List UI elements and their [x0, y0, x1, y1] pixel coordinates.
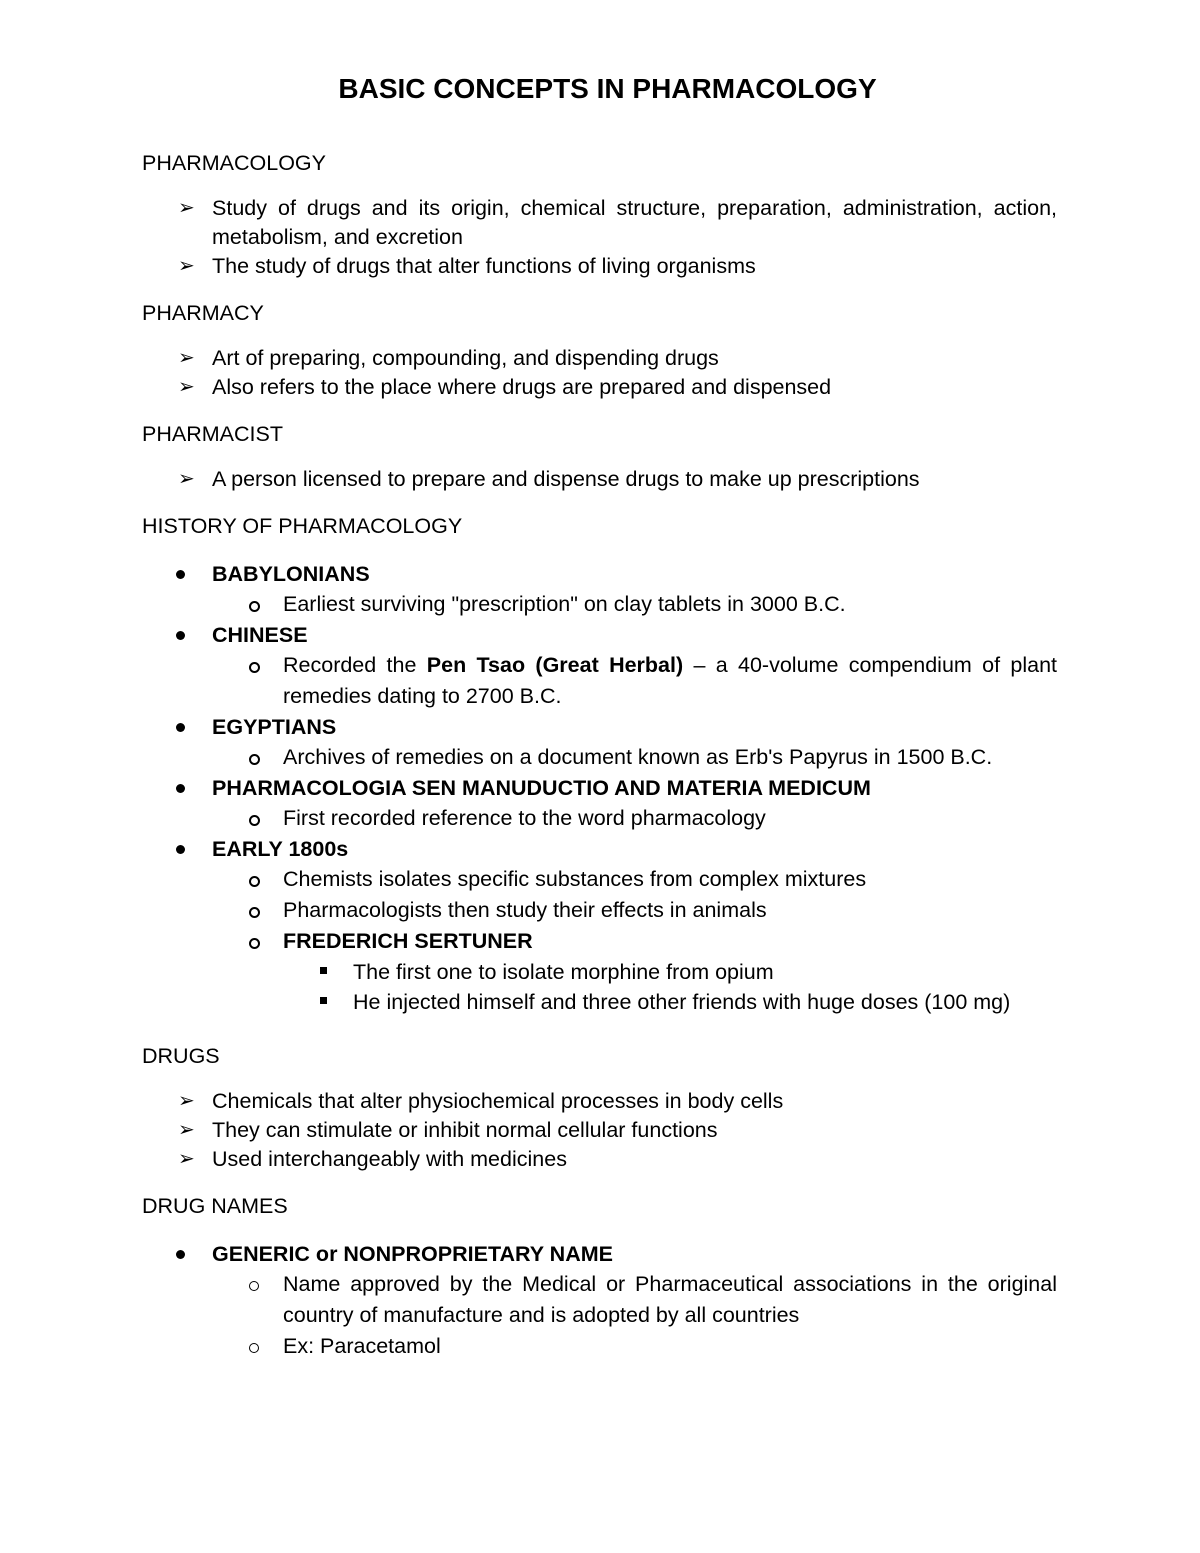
section-heading-pharmacist: PHARMACIST: [142, 422, 283, 446]
arrow-bullet-icon: ➢: [178, 376, 195, 398]
sub-sub-list-item: The first one to isolate morphine from opium: [142, 957, 1057, 987]
history-item-pharmacologia: PHARMACOLOGIA SEN MANUDUCTIO AND MATERIA MEDICUM: [142, 773, 1057, 803]
circle-bullet-icon: [249, 876, 260, 887]
pharmacology-list: [142, 194, 1057, 281]
list-item: ➢ Study of drugs and its origin, chemical structure, preparation, administration, action, metabolism, and excretion: [178, 196, 1057, 249]
circle-bullet-icon: [249, 754, 260, 765]
document-page: [142, 70, 1057, 1381]
list-item: ➢ The study of drugs that alter functions of living organisms: [142, 252, 1057, 281]
section-heading-pharmacy: PHARMACY: [142, 301, 264, 325]
section-heading-drugs: DRUGS: [142, 1044, 220, 1068]
drugs-list: [142, 1087, 1057, 1174]
circle-bullet-icon: [249, 938, 260, 949]
sub-list-item: Earliest surviving "prescription" on clay tablets in 3000 B.C.: [142, 589, 1057, 620]
arrow-bullet-icon: ➢: [178, 255, 195, 277]
arrow-bullet-icon: ➢: [178, 347, 195, 369]
history-item-babylonians: BABYLONIANS: [142, 559, 1057, 589]
circle-bullet-icon: [249, 815, 260, 826]
page-title: BASIC CONCEPTS IN PHARMACOLOGY: [338, 73, 877, 104]
sub-list-item: Pharmacologists then study their effects in animals: [142, 895, 1057, 926]
pharmacist-list: [142, 465, 1057, 494]
drug-names-list: [142, 1239, 1057, 1362]
pharmacy-list: [142, 344, 1057, 402]
arrow-bullet-icon: ➢: [178, 197, 195, 219]
history-item-chinese: CHINESE: [142, 620, 1057, 650]
list-item: ➢ They can stimulate or inhibit normal cellular functions: [142, 1116, 1057, 1145]
filled-bullet-icon: [176, 570, 185, 579]
section-heading-history: HISTORY OF PHARMACOLOGY: [142, 514, 463, 538]
sub-list-item-sertuner: FREDERICH SERTUNER: [142, 926, 1057, 957]
arrow-bullet-icon: ➢: [178, 468, 195, 490]
sub-list-item: Recorded the Pen Tsao (Great Herbal) – a 40-volume compendium of plant remedies dating to 2700 B.C.: [142, 650, 1057, 712]
sub-list-item: Chemists isolates specific substances from complex mixtures: [142, 864, 1057, 895]
filled-bullet-icon: [176, 784, 185, 793]
sub-list-item: Archives of remedies on a document known as Erb's Papyrus in 1500 B.C.: [142, 742, 1057, 773]
circle-bullet-icon: [249, 1281, 259, 1291]
list-item: ➢ Chemicals that alter physiochemical processes in body cells: [142, 1087, 1057, 1116]
sub-list-item: Name approved by the Medical or Pharmaceutical associations in the original country of manufacture and is adopted by all countries: [142, 1269, 1057, 1331]
list-item: ➢ A person licensed to prepare and dispense drugs to make up prescriptions: [142, 465, 1057, 494]
list-item: ➢ Art of preparing, compounding, and dispending drugs: [142, 344, 1057, 373]
section-heading-drug-names: DRUG NAMES: [142, 1194, 288, 1218]
circle-bullet-icon: [249, 601, 260, 612]
filled-bullet-icon: [176, 845, 185, 854]
pen-tsao-emphasis: Pen Tsao (Great Herbal): [426, 653, 684, 677]
history-item-early-1800s: EARLY 1800s: [142, 834, 1057, 864]
sub-list-item: First recorded reference to the word pharmacology: [142, 803, 1057, 834]
circle-bullet-icon: [249, 662, 260, 673]
sub-sub-list-item: He injected himself and three other friends with huge doses (100 mg): [142, 987, 1057, 1017]
square-bullet-icon: [320, 967, 327, 974]
history-list: [142, 559, 1057, 1017]
filled-bullet-icon: [176, 1250, 185, 1259]
sub-list-item: Ex: Paracetamol: [142, 1331, 1057, 1362]
circle-bullet-icon: [249, 1343, 259, 1353]
square-bullet-icon: [320, 997, 327, 1004]
list-item: ➢ Also refers to the place where drugs are prepared and dispensed: [142, 373, 1057, 402]
arrow-bullet-icon: ➢: [178, 1148, 195, 1170]
history-item-egyptians: EGYPTIANS: [142, 712, 1057, 742]
filled-bullet-icon: [176, 631, 185, 640]
drug-names-item-generic: GENERIC or NONPROPRIETARY NAME: [142, 1239, 1057, 1269]
list-item: ➢ Used interchangeably with medicines: [142, 1145, 1057, 1174]
circle-bullet-icon: [249, 907, 260, 918]
filled-bullet-icon: [176, 723, 185, 732]
arrow-bullet-icon: ➢: [178, 1119, 195, 1141]
arrow-bullet-icon: ➢: [178, 1090, 195, 1112]
section-heading-pharmacology: PHARMACOLOGY: [142, 151, 326, 175]
